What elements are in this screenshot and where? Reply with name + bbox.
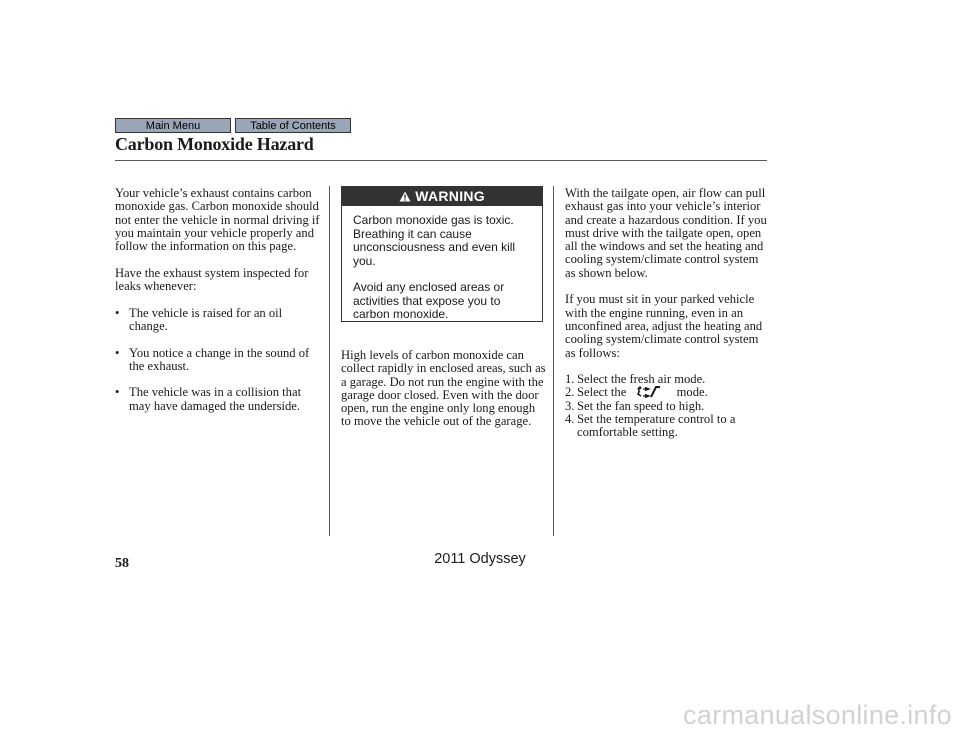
list-item-text: You notice a change in the sound of the exhaust.	[129, 345, 310, 373]
intro-paragraph: Your vehicle’s exhaust contains carbon monoxide gas. Carbon monoxide should not enter the vehicle in normal driving if you maintain your vehicle properly and follow the information on this page.	[115, 186, 320, 254]
list-item	[115, 347, 323, 374]
bullet-icon: •	[115, 345, 120, 360]
warning-header	[342, 187, 542, 206]
list-item	[565, 373, 770, 386]
tailgate-paragraph: With the tailgate open, air flow can pull exhaust gas into your vehicle’s interior and create a hazardous condition. If you must drive with the tailgate open, open all the windows and set the heating and cooling system/climate control system as shown below.	[565, 186, 767, 280]
step-number: 2.	[565, 385, 575, 400]
list-item	[565, 413, 770, 440]
step-number: 4.	[565, 412, 575, 427]
list-item	[115, 307, 323, 334]
left-column	[115, 187, 323, 426]
bullet-icon: •	[115, 385, 120, 400]
list-item-text: The vehicle is raised for an oil change.	[129, 305, 283, 333]
page-number: 58	[115, 556, 129, 571]
column-divider-left	[329, 186, 330, 536]
model-footer: 2011 Odyssey	[434, 551, 526, 567]
warning-triangle-icon	[399, 191, 411, 202]
warning-text-toxic: Carbon monoxide gas is toxic. Breathing it can cause unconsciousness and even kill you.	[353, 213, 516, 268]
main-menu-button[interactable]: Main Menu	[115, 118, 231, 133]
warning-heading: WARNING	[415, 188, 485, 204]
list-item	[565, 386, 770, 399]
page-title: Carbon Monoxide Hazard	[115, 134, 314, 154]
step-text: mode.	[676, 385, 708, 400]
floor-dash-vent-icon	[629, 386, 673, 398]
garage-paragraph: High levels of carbon monoxide can collect rapidly in enclosed areas, such as a garage. Do not run the engine with the garage door closed. Even with the door open, run the engine only long enough to move the vehicle out of the garage.	[341, 348, 546, 429]
bullet-icon: •	[115, 305, 120, 320]
warning-text-avoid: Avoid any enclosed areas or activities that expose you to carbon monoxide.	[353, 280, 505, 321]
climate-steps	[565, 373, 770, 439]
column-divider-right	[553, 186, 554, 536]
warning-box	[341, 186, 543, 322]
title-divider	[115, 160, 767, 161]
list-item	[565, 400, 770, 413]
step-text: Select the fresh air mode.	[577, 372, 706, 387]
watermark: carmanualsonline.info	[683, 700, 952, 730]
step-text: Set the temperature control to a comfortable setting.	[577, 412, 736, 440]
step-number: 3.	[565, 398, 575, 413]
step-text: Set the fan speed to high.	[577, 398, 705, 413]
table-of-contents-button[interactable]: Table of Contents	[235, 118, 351, 133]
list-item-text: The vehicle was in a collision that may have damaged the underside.	[129, 385, 302, 413]
list-item	[115, 386, 323, 413]
parked-paragraph: If you must sit in your parked vehicle with the engine running, even in an unconfined area, adjust the heating and cooling system/climate control system as follows:	[565, 292, 763, 360]
inspection-paragraph: Have the exhaust system inspected for leaks whenever:	[115, 265, 309, 294]
middle-column	[341, 349, 547, 442]
step-text: Select the	[577, 385, 627, 400]
step-number: 1.	[565, 372, 575, 387]
right-column	[565, 187, 770, 440]
